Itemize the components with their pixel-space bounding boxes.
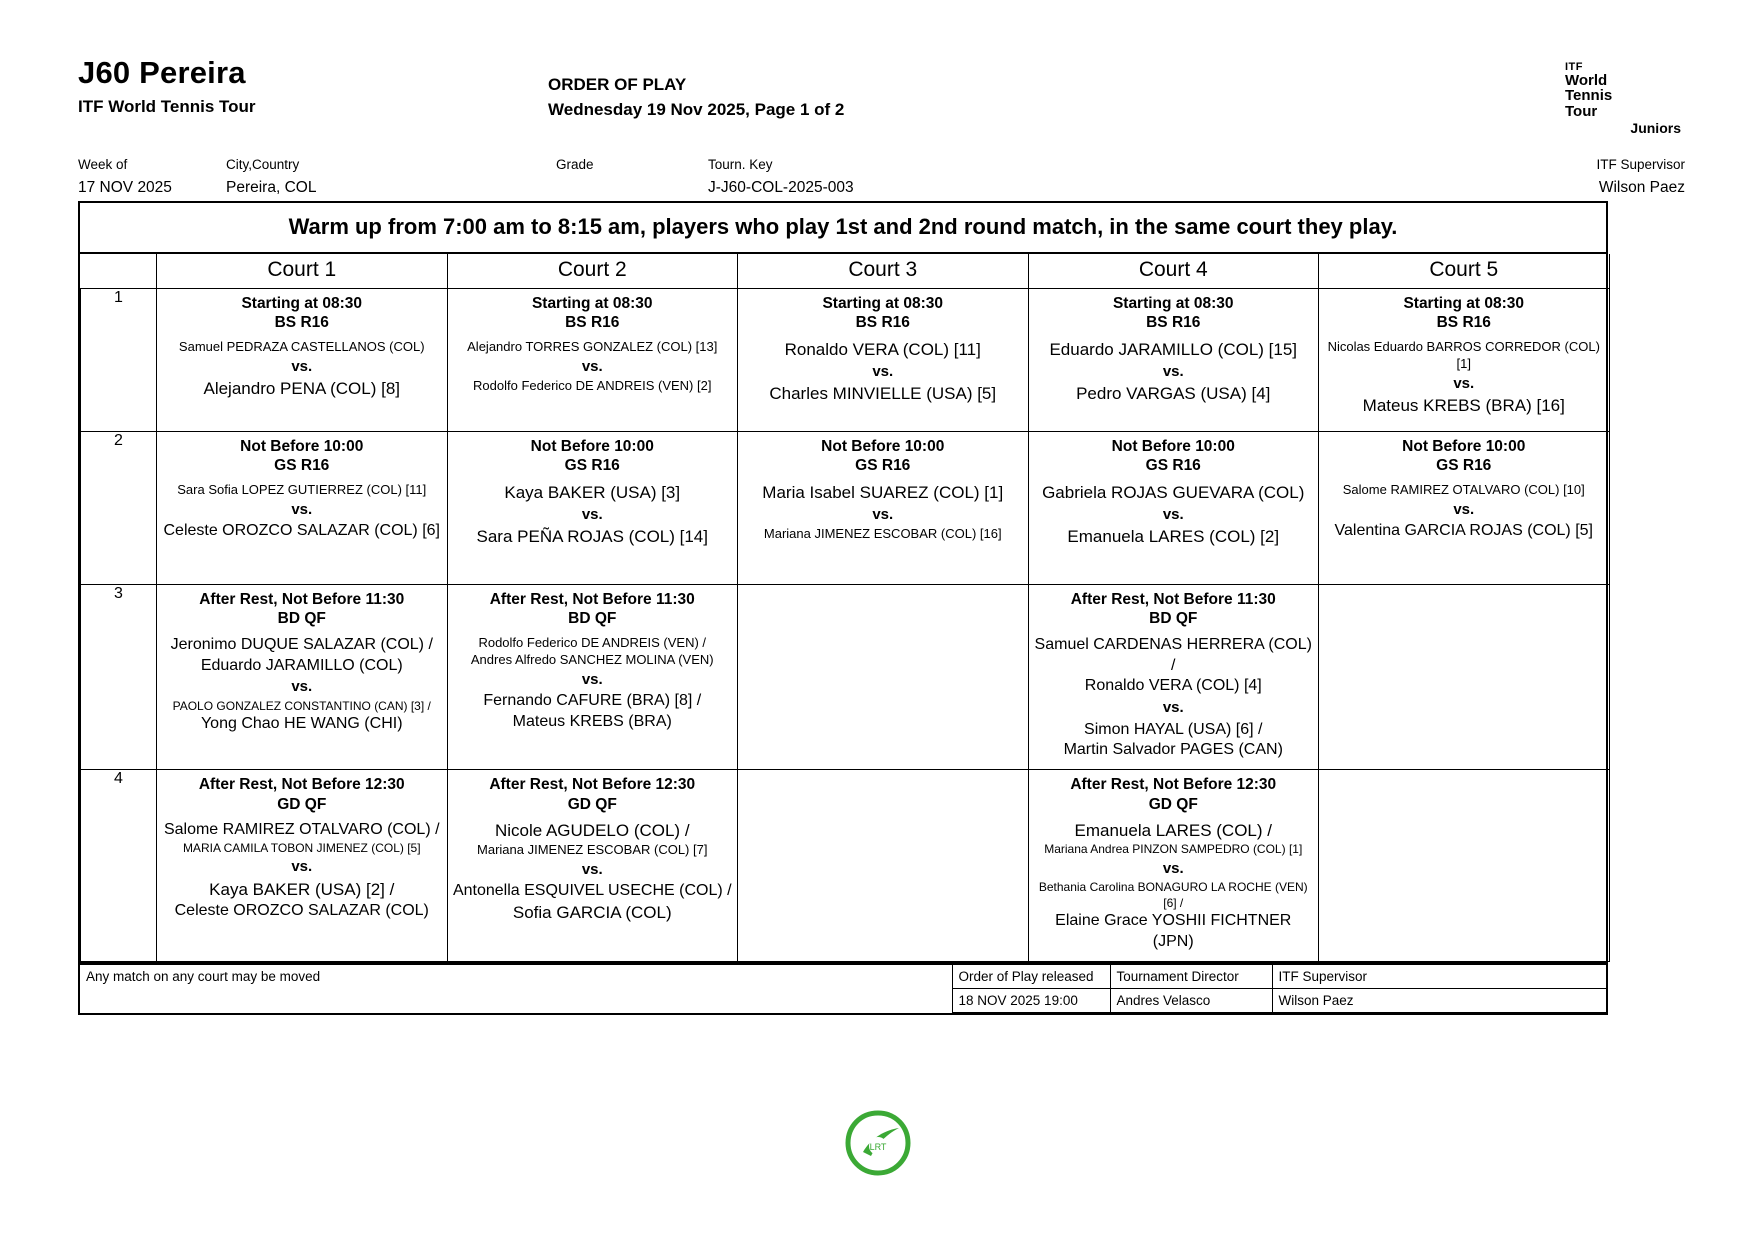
tournament-meta — [78, 155, 1685, 201]
match-start-time: After Rest, Not Before 12:30 — [198, 776, 405, 794]
match-side-1 — [453, 635, 733, 669]
match-cell-court-1[interactable] — [157, 585, 448, 770]
match-round: BS R16 — [1436, 314, 1491, 332]
grade-field — [556, 155, 594, 176]
player-name: Maria Isabel SUAREZ (COL) [1] — [762, 482, 1004, 502]
match-start-time: Not Before 10:00 — [530, 438, 654, 455]
match-block — [448, 770, 738, 932]
match-side-2 — [1034, 720, 1314, 762]
match-side-2 — [453, 881, 733, 924]
versus-label: vs. — [872, 362, 894, 380]
itf-world-tennis-tour-juniors-logo — [1565, 61, 1685, 136]
player-name: Samuel CARDENAS HERRERA (COL) / — [1034, 635, 1312, 674]
footer-spacer — [80, 988, 952, 1012]
footer-released-value: 18 NOV 2025 19:00 — [952, 988, 1110, 1012]
player-name: Yong Chao HE WANG (CHI) — [200, 715, 403, 733]
match-side-1 — [1324, 482, 1604, 499]
versus-label: vs. — [872, 505, 894, 523]
match-round: GS R16 — [564, 457, 620, 475]
versus-label: vs. — [291, 858, 313, 876]
match-start-time: Not Before 10:00 — [1402, 438, 1526, 455]
player-name: Sofia GARCIA (COL) — [512, 903, 672, 923]
week-of-field — [78, 155, 172, 200]
itf-supervisor-value: Wilson Paez — [1598, 178, 1685, 196]
match-block — [157, 585, 447, 743]
city-country-value: Pereira, COL — [226, 178, 317, 196]
match-side-1 — [453, 820, 733, 859]
match-cell-court-3[interactable] — [738, 432, 1029, 585]
player-name: Elaine Grace YOSHII FICHTNER (JPN) — [1055, 912, 1292, 951]
player-name: Eduardo JARAMILLO (COL) — [200, 656, 403, 674]
logo-tour-text: Tour — [1565, 102, 1598, 120]
row-number: 1 — [81, 289, 157, 432]
match-side-2 — [743, 383, 1023, 405]
player-name: Simon HAYAL (USA) [6] / — [1084, 720, 1263, 738]
player-name: Mateus KREBS (BRA) [16] — [1362, 396, 1565, 416]
grade-label: Grade — [556, 157, 594, 172]
player-name: Bethania Carolina BONAGURO LA ROCHE (VEN) [6] / — [1038, 880, 1308, 910]
player-name: Celeste OROZCO SALAZAR (COL) [6] — [163, 522, 440, 540]
itf-supervisor-field — [1596, 155, 1685, 200]
match-start-time: Starting at 08:30 — [1112, 295, 1234, 312]
versus-label: vs. — [581, 860, 603, 878]
page-title: J60 Pereira — [78, 55, 246, 90]
match-cell-court-5[interactable] — [1319, 585, 1610, 770]
player-name: Sara Sofia LOPEZ GUTIERREZ (COL) [11] — [177, 481, 427, 497]
match-round: BS R16 — [855, 314, 910, 332]
match-cell-court-4[interactable] — [1028, 585, 1319, 770]
footer-director-value: Andres Velasco — [1110, 988, 1272, 1012]
match-cell-court-5[interactable] — [1319, 289, 1610, 432]
player-name: Ronaldo VERA (COL) [4] — [1084, 677, 1262, 695]
match-block — [157, 432, 447, 550]
match-start-time: After Rest, Not Before 11:30 — [489, 591, 695, 608]
match-side-2 — [1034, 880, 1314, 953]
match-round: GS R16 — [274, 457, 330, 475]
match-cell-court-3[interactable] — [738, 585, 1029, 770]
player-name: Nicole AGUDELO (COL) / — [494, 820, 690, 840]
match-round: GD QF — [1148, 795, 1198, 813]
match-block — [448, 432, 738, 556]
schedule-row — [81, 770, 1610, 962]
match-round: GS R16 — [1145, 457, 1201, 475]
match-block — [448, 585, 738, 741]
match-start-time: Starting at 08:30 — [1403, 295, 1525, 312]
match-side-1 — [1034, 482, 1314, 504]
itf-supervisor-label: ITF Supervisor — [1596, 157, 1685, 172]
match-cell-court-4[interactable] — [1028, 432, 1319, 585]
footer-header-row — [80, 964, 1606, 988]
match-side-1 — [1034, 820, 1314, 858]
player-name: Pedro VARGAS (USA) [4] — [1076, 384, 1271, 404]
schedule-row — [81, 585, 1610, 770]
warmup-notice: Warm up from 7:00 am to 8:15 am, players who play 1st and 2nd round match, in the same court they play. — [80, 203, 1606, 254]
match-side-1 — [162, 482, 442, 499]
match-side-2 — [162, 378, 442, 400]
player-name: Mateus KREBS (BRA) — [512, 712, 672, 730]
match-cell-court-2[interactable] — [447, 289, 738, 432]
match-side-1 — [743, 482, 1023, 504]
match-side-2 — [162, 699, 442, 735]
player-name: Fernando CAFURE (BRA) [8] / — [483, 692, 702, 710]
match-cell-court-2[interactable] — [447, 585, 738, 770]
match-block — [1319, 432, 1609, 550]
player-name: Eduardo JARAMILLO (COL) [15] — [1049, 339, 1298, 359]
footer-supervisor-value: Wilson Paez — [1272, 988, 1606, 1012]
match-start-time: After Rest, Not Before 11:30 — [1070, 591, 1276, 608]
match-start-time: Not Before 10:00 — [240, 438, 364, 455]
player-name: Ronaldo VERA (COL) [11] — [784, 339, 981, 359]
match-start-time: Not Before 10:00 — [821, 438, 945, 455]
court-header-3: Court 3 — [738, 254, 1029, 289]
player-name: Sara PEÑA ROJAS (COL) [14] — [476, 527, 708, 547]
court-header-5: Court 5 — [1319, 254, 1610, 289]
week-of-label: Week of — [78, 157, 128, 172]
svg-text:LRT: LRT — [869, 1142, 886, 1152]
player-name: Gabriela ROJAS GUEVARA (COL) — [1042, 482, 1305, 502]
player-name: Celeste OROZCO SALAZAR (COL) — [174, 901, 429, 919]
versus-label: vs. — [581, 670, 603, 688]
match-cell-court-2[interactable] — [447, 432, 738, 585]
match-block — [157, 289, 447, 408]
footer-director-label: Tournament Director — [1110, 964, 1272, 988]
match-block — [1029, 585, 1319, 769]
match-cell-court-3[interactable] — [738, 289, 1029, 432]
player-name: Emanuela LARES (COL) [2] — [1067, 527, 1280, 547]
match-cell-court-1[interactable] — [157, 770, 448, 962]
match-cell-court-5[interactable] — [1319, 770, 1610, 962]
player-name: Emanuela LARES (COL) / — [1074, 820, 1272, 840]
match-start-time: Starting at 08:30 — [531, 295, 653, 312]
player-name: Nicolas Eduardo BARROS CORREDOR (COL) [1] — [1327, 338, 1600, 371]
match-side-1 — [1324, 339, 1604, 373]
order-of-play-label: ORDER OF PLAY — [548, 75, 687, 94]
schedule-body — [81, 289, 1610, 962]
match-side-2 — [1324, 521, 1604, 542]
match-side-1 — [453, 482, 733, 504]
match-round: BD QF — [277, 610, 326, 628]
match-start-time: Not Before 10:00 — [1111, 438, 1235, 455]
player-name: Andres Alfredo SANCHEZ MOLINA (VEN) — [470, 651, 714, 667]
player-name: Jeronimo DUQUE SALAZAR (COL) / — [170, 635, 433, 653]
match-side-2 — [1034, 383, 1314, 405]
row-number: 2 — [81, 432, 157, 585]
versus-label: vs. — [1453, 374, 1475, 392]
versus-label: vs. — [1453, 500, 1475, 518]
player-name: Mariana JIMENEZ ESCOBAR (COL) [16] — [763, 526, 1002, 542]
match-cell-court-5[interactable] — [1319, 432, 1610, 585]
player-name: Mariana Andrea PINZON SAMPEDRO (COL) [1] — [1044, 842, 1303, 857]
city-country-field — [226, 155, 316, 200]
court-header-1: Court 1 — [157, 254, 448, 289]
player-name: Salome RAMIREZ OTALVARO (COL) / — [163, 820, 440, 838]
match-block — [1029, 289, 1319, 413]
player-name: Salome RAMIREZ OTALVARO (COL) [10] — [1342, 481, 1585, 497]
match-cell-court-3[interactable] — [738, 770, 1029, 962]
match-block — [1319, 289, 1609, 425]
player-name: Samuel PEDRAZA CASTELLANOS (COL) — [178, 338, 425, 354]
versus-label: vs. — [291, 678, 313, 696]
player-name: Kaya BAKER (USA) [3] — [504, 482, 681, 502]
match-side-1 — [1034, 635, 1314, 697]
footer-supervisor-label: ITF Supervisor — [1272, 964, 1606, 988]
logo-juniors-text: Juniors — [1630, 119, 1681, 136]
match-side-2 — [743, 526, 1023, 543]
player-name: Alejandro TORRES GONZALEZ (COL) [13] — [467, 338, 718, 354]
row-number: 3 — [81, 585, 157, 770]
match-start-time: Starting at 08:30 — [822, 295, 944, 312]
tour-subtitle: ITF World Tennis Tour — [78, 96, 256, 116]
week-of-value: 17 NOV 2025 — [78, 178, 172, 196]
order-of-play-date: Wednesday 19 Nov 2025, Page 1 of 2 — [548, 99, 845, 119]
player-name: Rodolfo Federico DE ANDREIS (VEN) [2] — [473, 378, 712, 394]
match-side-2 — [162, 879, 442, 922]
schedule-footer — [78, 964, 1608, 1015]
match-round: GS R16 — [1436, 457, 1492, 475]
match-side-1 — [743, 339, 1023, 361]
versus-label: vs. — [291, 357, 313, 375]
page-header — [78, 55, 1685, 155]
schedule-table — [80, 254, 1610, 962]
match-round: BD QF — [568, 610, 617, 628]
footer-value-row — [80, 988, 1606, 1012]
tournament-key-value: J-J60-COL-2025-003 — [708, 178, 854, 196]
match-block — [738, 289, 1028, 413]
match-side-1 — [453, 339, 733, 356]
match-side-2 — [162, 521, 442, 542]
match-block — [738, 432, 1028, 551]
player-name: Kaya BAKER (USA) [2] / — [209, 879, 395, 899]
versus-label: vs. — [291, 500, 313, 518]
versus-label: vs. — [1162, 699, 1184, 717]
match-side-2 — [453, 691, 733, 733]
schedule-container — [78, 201, 1608, 964]
logo-itf-text: ITF — [1565, 61, 1583, 73]
match-side-2 — [453, 526, 733, 548]
versus-label: vs. — [581, 357, 603, 375]
schedule-row — [81, 432, 1610, 585]
match-round: GD QF — [567, 795, 617, 813]
match-start-time: Starting at 08:30 — [241, 295, 363, 312]
match-side-2 — [1324, 395, 1604, 417]
match-round: BS R16 — [565, 314, 620, 332]
match-cell-court-4[interactable] — [1028, 289, 1319, 432]
row-number: 4 — [81, 770, 157, 962]
player-name: Mariana JIMENEZ ESCOBAR (COL) [7] — [477, 842, 708, 858]
court-header-4: Court 4 — [1028, 254, 1319, 289]
match-cell-court-4[interactable] — [1028, 770, 1319, 962]
court-header-2: Court 2 — [447, 254, 738, 289]
match-side-1 — [162, 820, 442, 856]
player-name: MARIA CAMILA TOBON JIMENEZ (COL) [5] — [182, 840, 421, 855]
match-side-1 — [162, 635, 442, 677]
player-name: Alejandro PENA (COL) [8] — [203, 379, 401, 399]
tournament-key-label: Tourn. Key — [708, 157, 773, 172]
match-start-time: After Rest, Not Before 11:30 — [199, 591, 405, 608]
match-round: GS R16 — [855, 457, 911, 475]
versus-label: vs. — [1162, 505, 1184, 523]
versus-label: vs. — [1162, 859, 1184, 877]
match-block — [157, 770, 447, 930]
player-name: Antonella ESQUIVEL USECHE (COL) / — [452, 882, 732, 900]
footer-note: Any match on any court may be moved — [80, 964, 952, 988]
order-of-play-heading — [548, 73, 844, 122]
match-block — [448, 289, 738, 403]
match-cell-court-1[interactable] — [157, 432, 448, 585]
match-round: BS R16 — [1146, 314, 1201, 332]
match-block — [1029, 432, 1319, 556]
match-cell-court-1[interactable] — [157, 289, 448, 432]
match-round: BD QF — [1149, 610, 1198, 628]
match-side-2 — [1034, 526, 1314, 548]
match-side-1 — [162, 339, 442, 356]
city-country-label: City,Country — [226, 157, 300, 172]
versus-label: vs. — [1162, 362, 1184, 380]
tournament-key-field — [708, 155, 854, 200]
match-start-time: After Rest, Not Before 12:30 — [1070, 776, 1277, 794]
player-name: Martin Salvador PAGES (CAN) — [1063, 741, 1283, 759]
player-name: Rodolfo Federico DE ANDREIS (VEN) / — [478, 634, 707, 650]
federation-logo — [843, 1108, 913, 1178]
footer-released-label: Order of Play released — [952, 964, 1110, 988]
match-side-2 — [453, 378, 733, 395]
player-name: Charles MINVIELLE (USA) [5] — [769, 384, 997, 404]
player-name: PAOLO GONZALEZ CONSTANTINO (CAN) [3] / — [172, 698, 431, 713]
footer-table — [80, 964, 1606, 1013]
player-name: Valentina GARCIA ROJAS (COL) [5] — [1334, 522, 1593, 540]
match-start-time: After Rest, Not Before 12:30 — [489, 776, 696, 794]
match-block — [1029, 770, 1319, 961]
match-round: GD QF — [277, 795, 327, 813]
logo-world-text: World — [1565, 72, 1608, 89]
schedule-row — [81, 289, 1610, 432]
court-header-row — [81, 254, 1610, 289]
match-round: BS R16 — [274, 314, 329, 332]
versus-label: vs. — [581, 505, 603, 523]
match-side-1 — [1034, 339, 1314, 361]
row-number-header — [81, 254, 157, 289]
logo-tennis-text: Tennis — [1565, 87, 1613, 105]
match-cell-court-2[interactable] — [447, 770, 738, 962]
